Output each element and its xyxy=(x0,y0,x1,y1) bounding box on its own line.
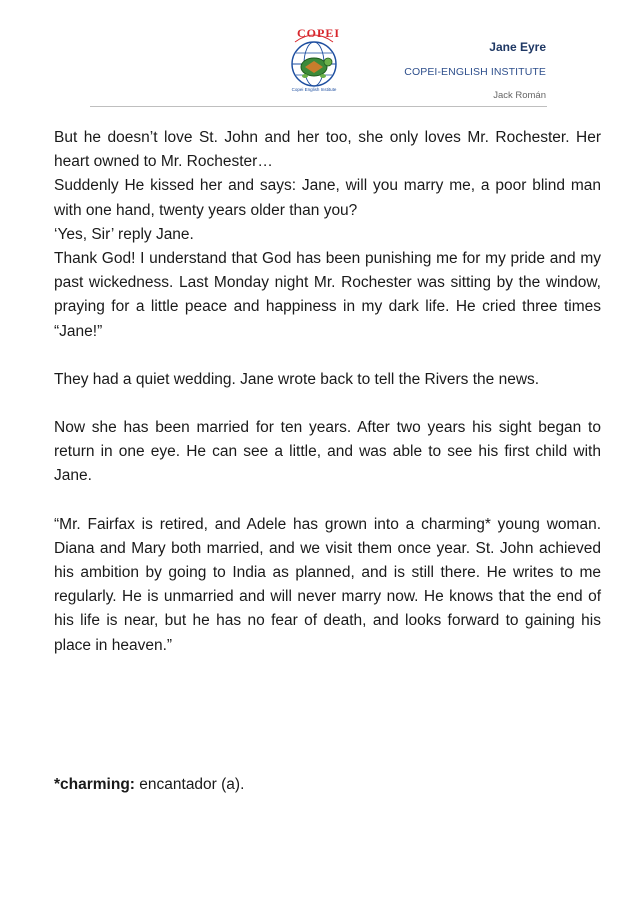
logo-caption: Copei English Institute xyxy=(291,87,337,92)
paragraph: Thank God! I understand that God has been punishing me for my pride and my past wickedness. Last Monday night Mr. Rochester was sitting by the window, praying for a little peace and happiness in my dark life. He cried three times “Jane!” xyxy=(54,250,601,340)
paragraph: Suddenly He kissed her and says: Jane, will you marry me, a poor blind man with one hand, twenty years older than you? xyxy=(54,177,601,219)
header-divider xyxy=(90,106,547,107)
paragraph-gap xyxy=(54,344,601,368)
paragraph: They had a quiet wedding. Jane wrote back to tell the Rivers the news. xyxy=(54,370,540,388)
author-name: Jack Román xyxy=(493,90,546,101)
copei-logo xyxy=(283,26,345,94)
paragraph-gap xyxy=(54,392,601,416)
document-title: Jane Eyre xyxy=(489,40,546,54)
page-header xyxy=(0,0,638,110)
institute-name: COPEI-ENGLISH INSTITUTE xyxy=(404,66,546,78)
footnote-term: *charming: xyxy=(54,776,135,793)
logo-wordmark: COPEI xyxy=(297,26,341,40)
footnote xyxy=(54,776,244,794)
paragraph-gap xyxy=(54,489,601,513)
paragraph: “Mr. Fairfax is retired, and Adele has grown into a charming* young woman. Diana and Mary both married, and we visit them once year. St. John achieved his ambition by going to India as planned, and is still there. He writes to me regularly. He is unmarried and will never marry now. He knows that the end of his life is near, but he has no fear of death, and looks forward to gaining his place in heaven.” xyxy=(54,515,601,654)
document-body xyxy=(54,126,601,658)
paragraph: ‘Yes, Sir’ reply Jane. xyxy=(54,225,194,243)
footnote-definition: encantador (a). xyxy=(134,776,245,793)
paragraph: Now she has been married for ten years. After two years his sight began to return in one eye. He can see a little, and was able to see his first child with Jane. xyxy=(54,419,601,485)
paragraph: But he doesn’t love St. John and her too, she only loves Mr. Rochester. Her heart owned to Mr. Rochester… xyxy=(54,129,601,171)
